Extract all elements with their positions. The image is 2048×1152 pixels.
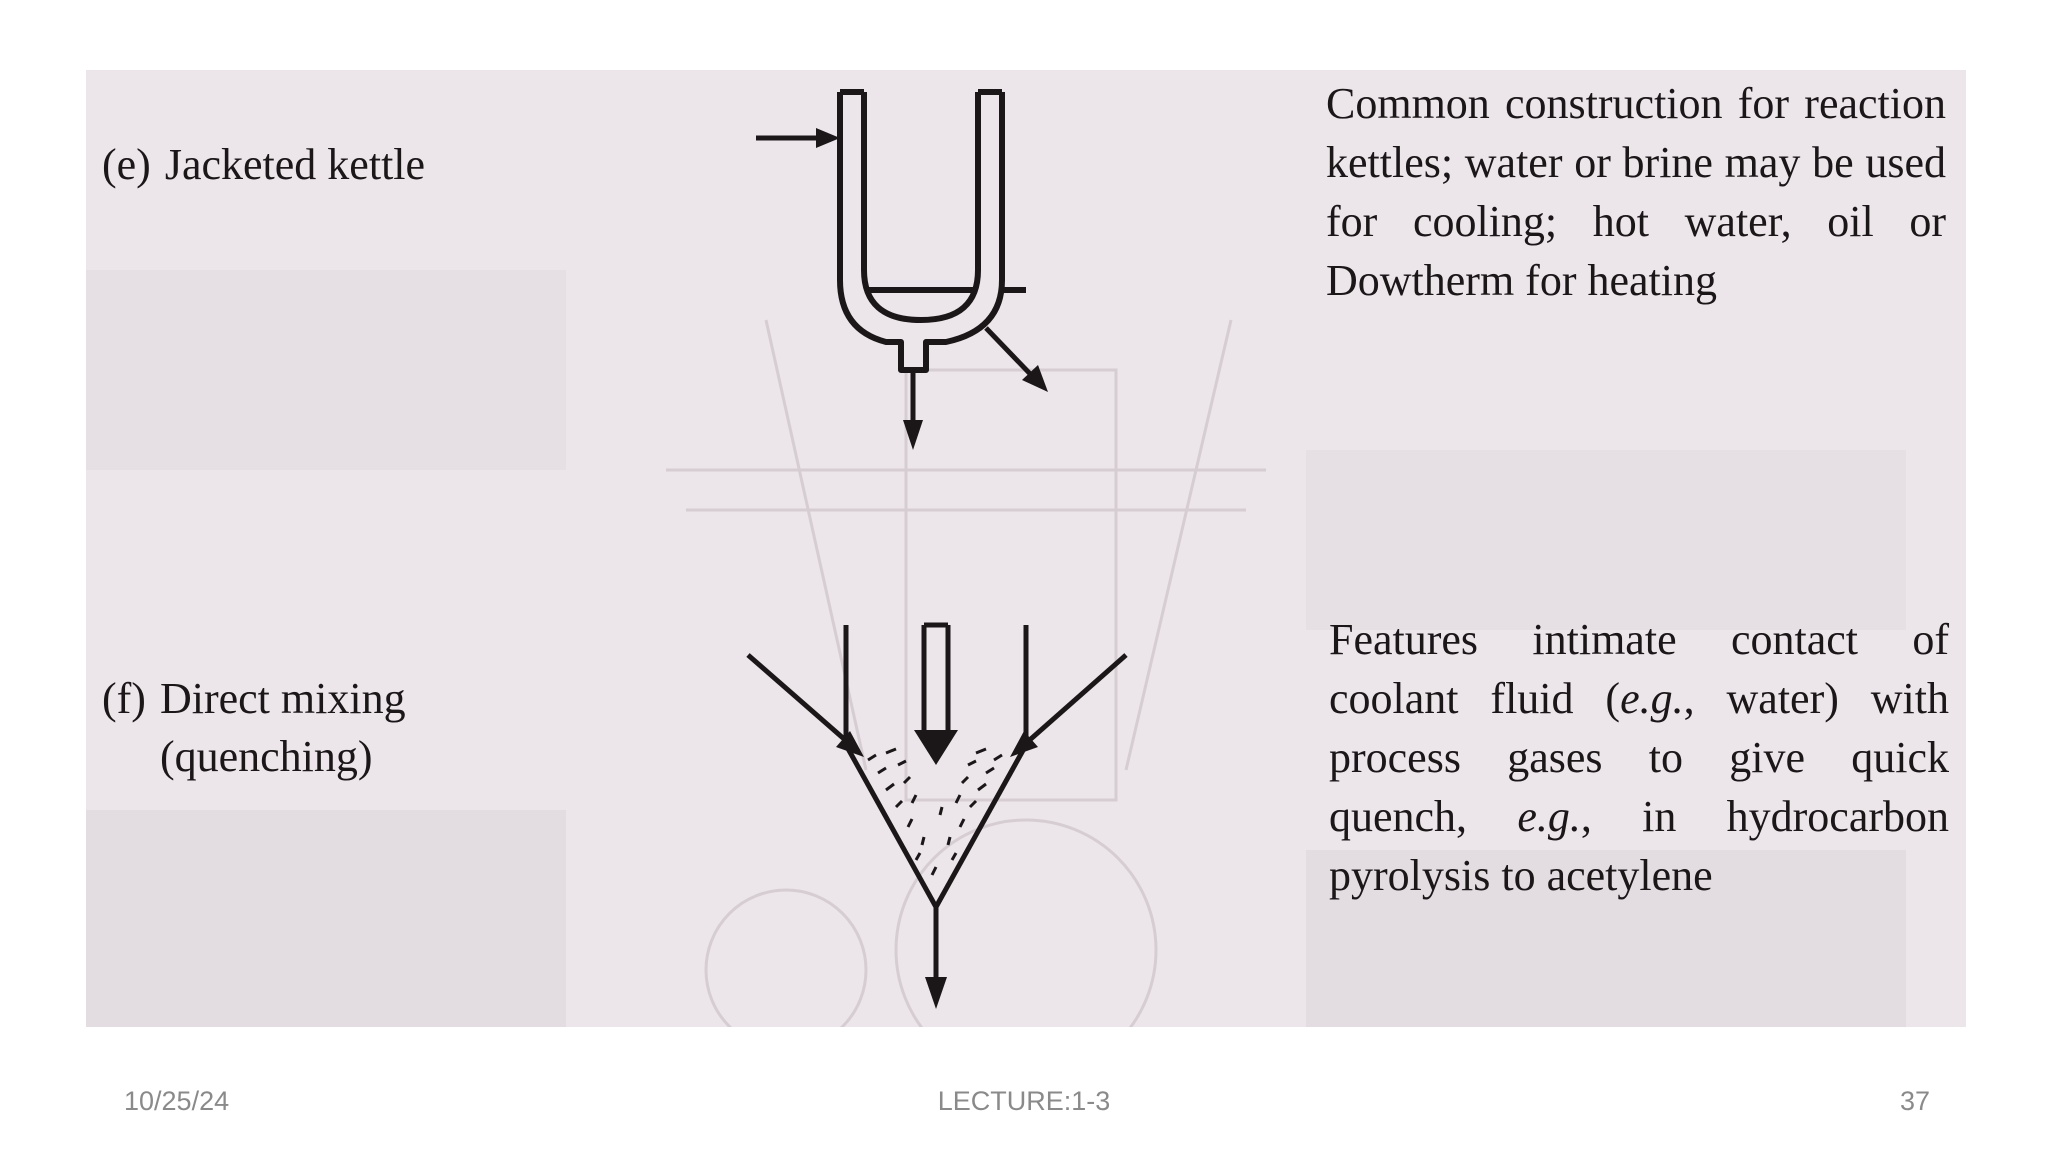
footer-date: 10/25/24 xyxy=(124,1086,230,1116)
direct-mixing-diagram xyxy=(736,615,1176,1025)
jacketed-kettle-diagram xyxy=(746,80,1166,460)
item-f-description-part-3: , in hydrocarbon pyrolysis to acetylene xyxy=(1329,792,1950,900)
item-f-description-eg-2: e.g. xyxy=(1517,792,1581,841)
item-f-title: Direct mixing (quenching) xyxy=(159,674,406,781)
item-e-letter: (e) xyxy=(102,140,151,189)
item-e-title: Jacketed kettle xyxy=(164,140,426,189)
footer-lecture-label: LECTURE:1-3 xyxy=(937,1086,1111,1116)
item-f-description-part-2: , water) with process gases to give quick quench, xyxy=(1329,674,1950,841)
item-e-label xyxy=(102,78,425,194)
item-f-description-eg-1: e.g. xyxy=(1620,674,1684,723)
item-f-letter: (f) xyxy=(102,674,146,723)
item-f-label xyxy=(102,612,406,786)
scanned-figure xyxy=(86,70,1966,1027)
item-f-description-part-1: Features intimate contact of coolant fluid ( xyxy=(1329,615,1949,723)
item-f-description xyxy=(1329,610,1949,905)
footer-page-number: 37 xyxy=(1899,1086,1930,1116)
item-e-description: Common construction for reaction kettles; water or brine may be used for cooling; hot water, oil or Dowtherm for heating xyxy=(1326,79,1946,305)
